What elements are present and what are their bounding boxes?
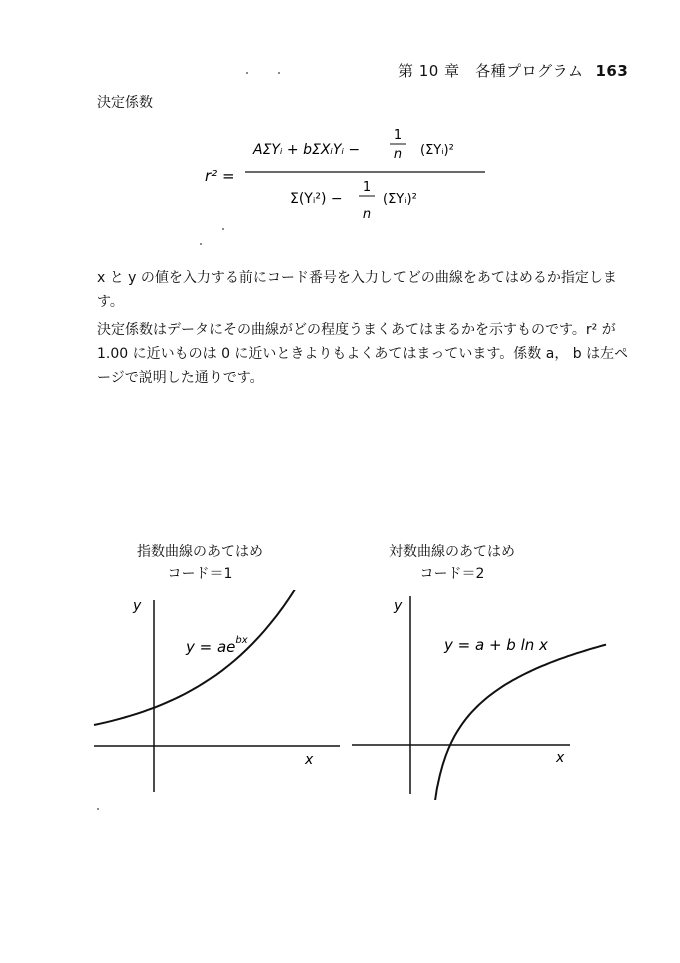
fraction-denominator: n [393,147,403,162]
speck [246,72,248,74]
section-heading: 決定係数 [97,95,153,111]
paragraph-1: x と y の値を入力する前にコード番号を入力してどの曲線をあてはめるか指定します。 [97,270,617,310]
equation-main: y = a + b ln x [444,636,548,654]
equation-main: y = ae [186,638,236,656]
formula-denominator-tail: (ΣYᵢ)² [383,192,417,207]
paragraph-2: 決定係数はデータにその曲線がどの程度うまくあてはまるかを示すものです。r² が 1.00 に近いものは 0 に近いときよりもよくあてはまっています。係数 a， b は左ページで説明した通りです。 [97,322,629,386]
formula-numerator-tail: (ΣYᵢ)² [420,143,454,158]
fraction-denominator-2: n [362,207,372,222]
formula-denominator: Σ(Yᵢ²) − [290,191,343,207]
speck [200,243,202,245]
chapter-title: 第 10 章 各種プログラム [398,62,584,80]
graph-1-code: コード＝1 [167,566,233,582]
page-number: 163 [595,62,629,80]
graph-2-title-block [352,541,552,585]
fraction-numerator: 1 [393,128,403,143]
graph-1-title-block [100,541,300,585]
speck [278,72,280,74]
x-axis-label: x [556,750,565,766]
fraction-numerator-2: 1 [362,180,372,195]
x-axis-label: x [305,752,314,768]
equation [185,635,248,656]
graph-2-title: 対数曲線のあてはめ [389,544,515,560]
formula-numerator: AΣYᵢ + bΣXᵢYᵢ − [253,142,361,158]
y-axis-label: y [133,598,142,614]
logarithmic-fit-graph [348,590,613,800]
page-header [398,60,628,81]
formula-lhs: r² = [205,167,235,185]
coefficient-formula [205,125,495,230]
equation-exponent: bx [235,635,248,646]
y-axis-label: y [394,598,403,614]
logarithmic-curve [431,645,606,800]
speck [97,808,99,810]
exponential-curve [94,590,338,725]
graph-1-title: 指数曲線のあてはめ [137,544,263,560]
exponential-fit-graph [90,590,350,800]
equation [443,636,548,654]
graph-2-code: コード＝2 [419,566,485,582]
